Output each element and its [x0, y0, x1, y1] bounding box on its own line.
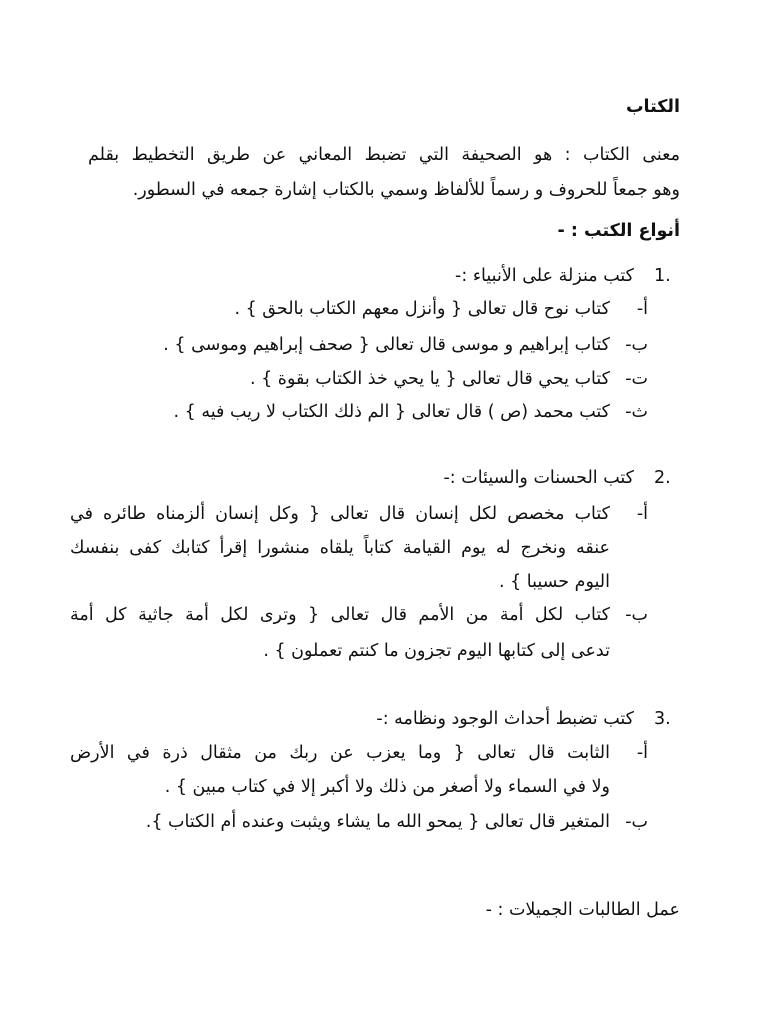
- section-1-number: 1.: [654, 266, 671, 286]
- section-2-item-b-line-1: كتاب لكل أمة من الأمم قال تعالى { وترى لكل أمة جاثية كل أمة: [70, 605, 610, 625]
- section-2-item-a-marker: أ-: [636, 504, 648, 524]
- section-2-item-a-line-3: اليوم حسيبا } .: [498, 572, 610, 592]
- meaning-line-1: معنى الكتاب : هو الصحيفة التي تضبط المعاني عن طريق التخطيط بقلم: [88, 145, 680, 165]
- section-1-heading: كتب منزلة على الأنبياء :-: [455, 266, 634, 286]
- section-3-item-b: المتغير قال تعالى { يمحو الله ما يشاء ويثبت وعنده أم الكتاب }.: [145, 812, 610, 832]
- section-2-heading: كتب الحسنات والسيئات :-: [443, 468, 634, 488]
- section-1-item-a: كتاب نوح قال تعالى { وأنزل معهم الكتاب بالحق } .: [234, 299, 610, 319]
- section-1-item-c: كتاب يحي قال تعالى { يا يحي خذ الكتاب بقوة } .: [249, 369, 610, 389]
- section-2-item-a-line-1: كتاب مخصص لكل إنسان قال تعالى { وكل إنسان ألزمناه طائره في: [70, 504, 610, 524]
- section-1-item-b-marker: ب-: [625, 335, 648, 355]
- meaning-line-2: وهو جمعاً للحروف و رسماً للألفاظ وسمي بالكتاب إشارة جمعه في السطور.: [132, 180, 680, 200]
- section-2-number: 2.: [654, 468, 671, 488]
- section-1-item-a-marker: أ-: [636, 299, 648, 319]
- section-3-item-a-line-2: ولا في السماء ولا أصغر من ذلك ولا أكبر إلا في كتاب مبين } .: [164, 777, 610, 797]
- section-2-item-b-marker: ب-: [625, 605, 648, 625]
- types-heading: أنواع الكتب : -: [557, 221, 680, 241]
- section-1-item-b: كتاب إبراهيم و موسى قال تعالى { صحف إبراهيم وموسى } .: [163, 335, 610, 355]
- section-2-item-a-line-2: عنقه ونخرج له يوم القيامة كتاباً يلقاه منشورا إقرأ كتابك كفى بنفسك: [70, 538, 610, 558]
- section-3-item-a-marker: أ-: [636, 743, 648, 763]
- section-3-item-a-line-1: الثابت قال تعالى { وما يعزب عن ربك من مثقال ذرة في الأرض: [70, 743, 610, 763]
- section-3-item-b-marker: ب-: [625, 812, 648, 832]
- section-1-item-c-marker: ت-: [625, 369, 648, 389]
- section-3-heading: كتب تضبط أحداث الوجود ونظامه :-: [376, 709, 634, 729]
- section-1-item-d-marker: ث-: [625, 402, 648, 422]
- footer-credit: عمل الطالبات الجميلات : -: [485, 900, 680, 920]
- section-1-item-d: كتب محمد (ص ) قال تعالى { الم ذلك الكتاب لا ريب فيه } .: [173, 402, 610, 422]
- document-title: الكتاب: [625, 97, 680, 117]
- section-3-number: 3.: [654, 709, 671, 729]
- section-2-item-b-line-2: تدعى إلى كتابها اليوم تجزون ما كنتم تعملون } .: [263, 641, 610, 661]
